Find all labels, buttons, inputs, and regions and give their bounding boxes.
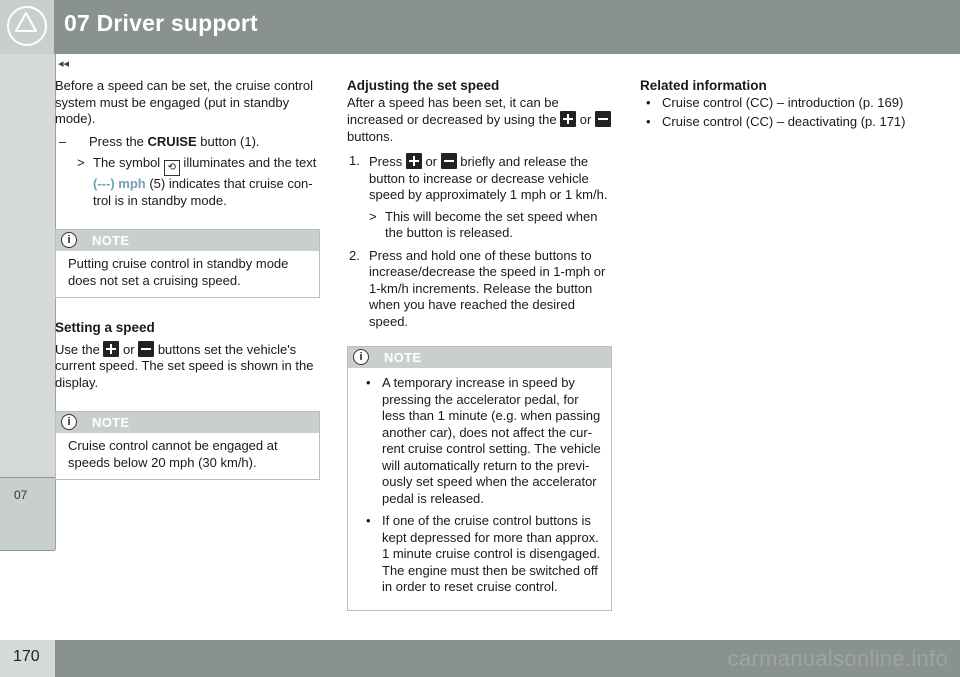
chapter-number: 07 xyxy=(14,488,28,502)
step2-text: Press and hold one of these buttons to increase/decrease the speed in 1-mph or 1-km/h increments. Release the button when you have reached the desired speed. xyxy=(369,247,606,329)
info-icon: i xyxy=(61,232,77,248)
section-heading: Adjusting the set speed xyxy=(347,78,500,93)
step1-text-or: or xyxy=(421,154,441,169)
watermark: carmanualsonline.info xyxy=(727,646,948,671)
step1-text-pre: Press xyxy=(369,154,406,169)
minus-button-icon xyxy=(441,153,457,169)
step-1 xyxy=(347,153,612,204)
related-link[interactable]: • Cruise control (CC) – deactivating (p. 171) xyxy=(640,114,915,131)
set-speed-text xyxy=(55,341,320,392)
page-number-box xyxy=(0,640,55,677)
result-text-mid: illuminates and the text xyxy=(179,155,317,170)
chapter-tab[interactable] xyxy=(0,477,55,551)
note-text: Cruise control cannot be engaged at speeds below 20 mph (30 km/h). xyxy=(68,438,278,470)
plus-button-icon xyxy=(560,111,576,127)
page-number: 170 xyxy=(13,648,40,665)
intro-text: Before a speed can be set, the cruise control system must be engaged (put in standby mode). xyxy=(55,78,313,126)
set-text-post: buttons set the vehicle's current speed. The set speed is shown in the display. xyxy=(55,341,314,390)
intro-text-or: or xyxy=(576,112,595,127)
warning-badge xyxy=(0,0,54,54)
step-2 xyxy=(347,248,612,331)
adjust-intro xyxy=(347,95,612,146)
related-heading: Related information xyxy=(640,78,767,93)
column-2 xyxy=(347,78,612,611)
note-box-3 xyxy=(347,346,612,611)
step-result xyxy=(55,155,320,209)
step-cruise xyxy=(55,134,320,151)
column-3 xyxy=(640,78,915,137)
step-number: 1. xyxy=(349,153,360,168)
set-text-or: or xyxy=(119,341,139,357)
note-box-2 xyxy=(55,411,320,480)
step1-text-post: briefly and release the button to increase or decrease vehicle speed by approximately 1 mph or 1 km/h. xyxy=(369,154,608,202)
related-link[interactable]: • Cruise control (CC) – introduction (p. 169) xyxy=(640,95,915,112)
step-number: 2. xyxy=(349,247,360,263)
note-bullet: • If one of the cruise control buttons is kept depressed for more than approx. 1 minute cruise control is disengaged. The engine must then be switched off in order to reset cruise control. xyxy=(360,513,601,596)
warning-triangle-icon xyxy=(15,12,37,32)
result-text: This will become the set speed when the button is released. xyxy=(385,208,598,240)
previous-page-chevrons[interactable]: ◂◂ xyxy=(58,58,70,70)
step-dash: – xyxy=(59,133,67,149)
step-1-result xyxy=(347,209,612,242)
result-marker: > xyxy=(369,208,377,224)
standby-speed-text: (---) mph xyxy=(93,176,146,191)
note-label: NOTE xyxy=(384,350,422,365)
result-text-pre: The symbol xyxy=(93,155,164,170)
minus-button-icon xyxy=(595,111,611,127)
info-icon: i xyxy=(61,414,77,430)
chapter-sidebar xyxy=(0,54,56,550)
plus-button-icon xyxy=(406,153,422,169)
note-label: NOTE xyxy=(92,415,130,430)
plus-button-icon xyxy=(103,341,119,357)
page-title: 07 Driver support xyxy=(64,10,258,36)
result-marker: > xyxy=(77,155,85,170)
note-bullet: • A temporary increase in speed by pressing the accelerator pedal, for less than 1 minute (e.g. when passing another car), does not affect the cur-rent cruise control setting. The vehicle will automatically return to the previ-ously set speed when the accelerator pedal is released. xyxy=(360,375,601,507)
intro-text-pre: After a speed has been set, it can be increased or decreased by using the xyxy=(347,94,561,127)
step-text-pre: Press the xyxy=(89,133,148,149)
info-icon: i xyxy=(353,349,369,365)
set-text-pre: Use the xyxy=(55,341,104,357)
note-text: Putting cruise control in standby mode does not set a cruising speed. xyxy=(68,256,289,288)
note-label: NOTE xyxy=(92,233,130,248)
cruise-symbol-icon: ⟲ xyxy=(164,160,180,176)
result-text-post: (5) indicates that cruise con-trol is in standby mode. xyxy=(93,176,313,208)
minus-button-icon xyxy=(138,341,154,357)
section-heading: Setting a speed xyxy=(55,320,155,335)
column-1 xyxy=(55,78,320,480)
step-text-post: button (1). xyxy=(196,133,260,149)
page-header xyxy=(0,0,960,54)
intro-text-post: buttons. xyxy=(347,128,394,144)
note-box-1 xyxy=(55,229,320,298)
cruise-button-label: CRUISE xyxy=(147,133,197,149)
